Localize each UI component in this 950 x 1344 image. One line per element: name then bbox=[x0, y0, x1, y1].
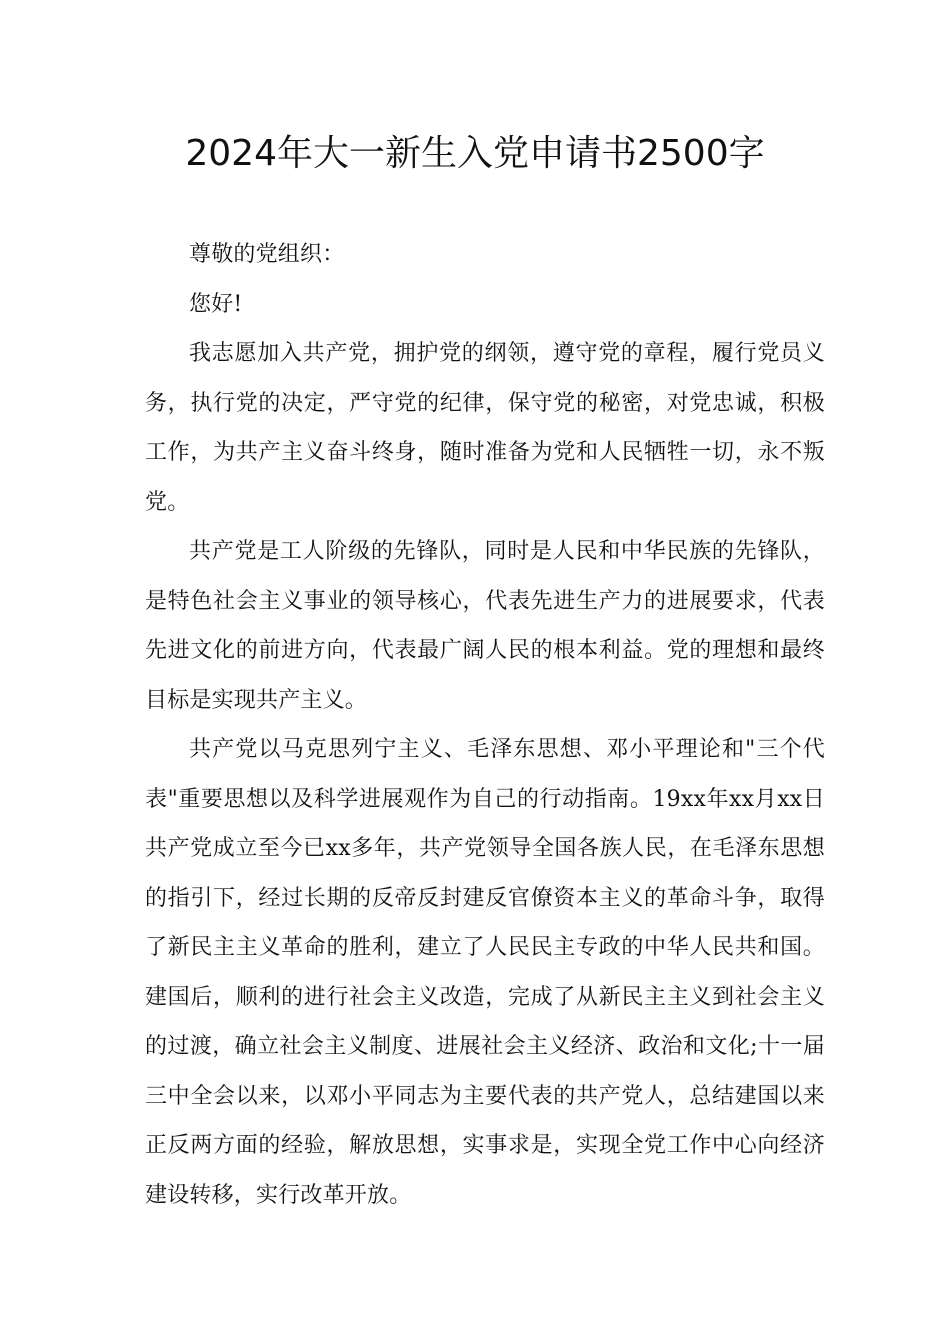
paragraph-2: 共产党是工人阶级的先锋队，同时是人民和中华民族的先锋队，是特色社会主义事业的领导核心，代表先进生产力的进展要求，代表先进文化的前进方向，代表最广阔人民的根本利益。党的理想和最终目标是实现共产主义。 bbox=[145, 539, 825, 713]
greeting: 您好! bbox=[189, 291, 243, 317]
paragraph-1: 我志愿加入共产党，拥护党的纲领，遵守党的章程，履行党员义务，执行党的决定，严守党的纪律，保守党的秘密，对党忠诚，积极工作，为共产主义奋斗终身，随时准备为党和人民牺牲一切，永不叛党。 bbox=[145, 341, 825, 515]
document-title: 2024年大一新生入党申请书2500字 bbox=[185, 133, 765, 174]
document-body bbox=[145, 230, 825, 1220]
salutation: 尊敬的党组织： bbox=[189, 242, 345, 267]
paragraph-3: 共产党以马克思列宁主义、毛泽东思想、邓小平理论和"三个代表"重要思想以及科学进展观作为自己的行动指南。19xx年xx月xx日共产党成立至今已xx多年，共产党领导全国各族人民，在毛泽东思想的指引下，经过长期的反帝反封建反官僚资本主义的革命斗争，取得了新民主主义革命的胜利，建立了人民民主专政的中华人民共和国。建国后，顺利的进行社会主义改造，完成了从新民主主义到社会主义的过渡，确立社会主义制度、进展社会主义经济、政治和文化;十一届三中全会以来，以邓小平同志为主要代表的共产党人，总结建国以来正反两方面的经验，解放思想，实事求是，实现全党工作中心向经济建设转移，实行改革开放。 bbox=[145, 737, 825, 1208]
